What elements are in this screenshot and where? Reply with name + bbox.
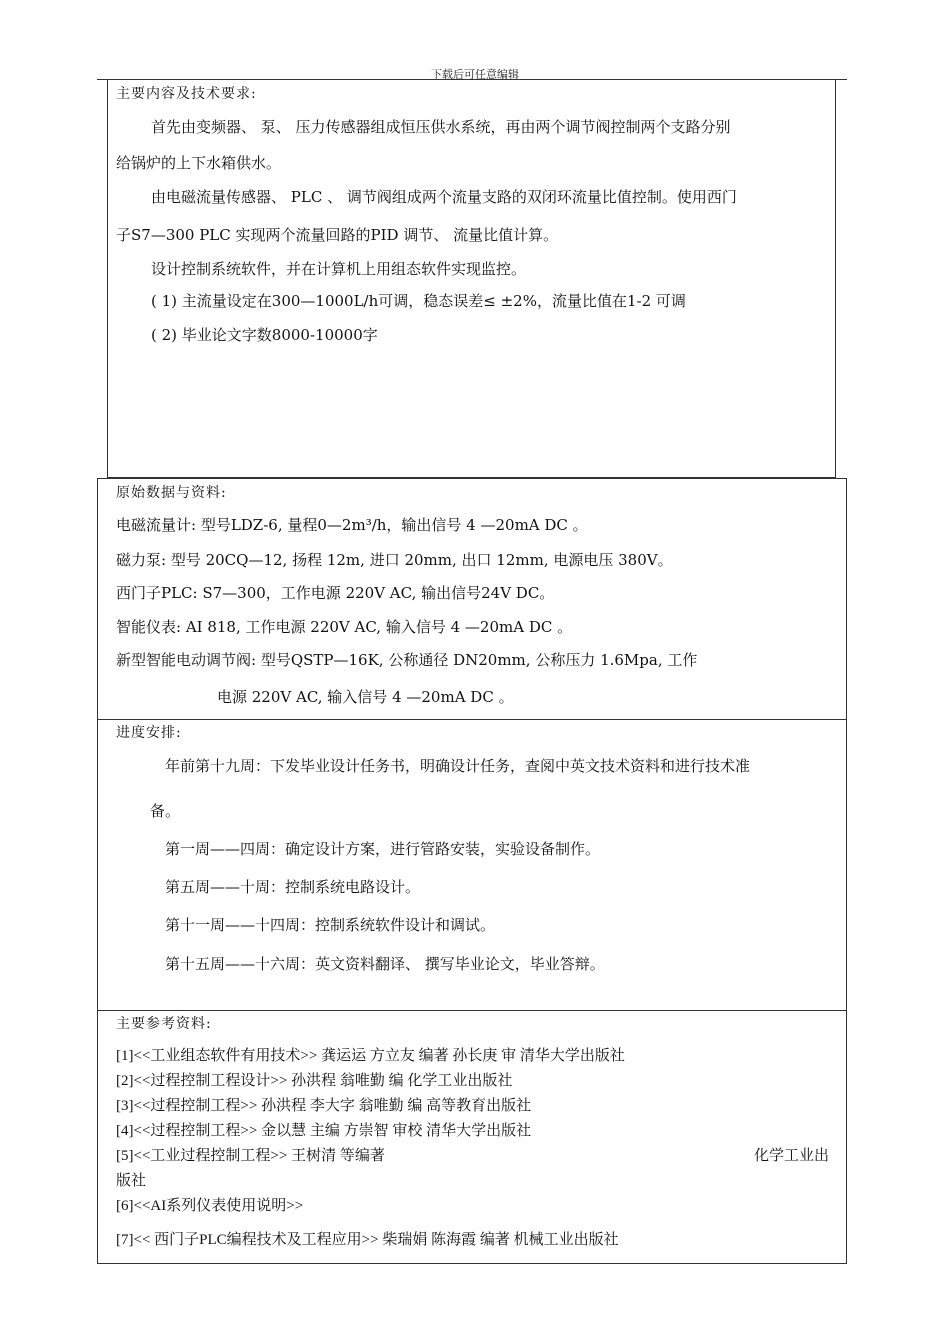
schedule-line-6: 第十五周——十六周：英文资料翻译、 撰写毕业论文，毕业答辩。 bbox=[165, 955, 605, 973]
header-note: 下载后可任意编辑 bbox=[431, 68, 519, 81]
schedule-line-3: 第一周——四周：确定设计方案，进行管路安装，实验设备制作。 bbox=[165, 840, 601, 858]
schedule-line-5: 第十一周——十四周：控制系统软件设计和调试。 bbox=[165, 916, 496, 934]
schedule-line-2: 备。 bbox=[150, 802, 181, 820]
raw-data-line-2: 磁力泵: 型号 20CQ—12, 扬程 12m, 进口 20mm, 出口 12mm, 电源电压 380V。 bbox=[116, 551, 673, 569]
raw-data-line-3: 西门子PLC: S7—300，工作电源 220V AC, 输出信号24V DC。 bbox=[116, 584, 555, 602]
reference-7: [7]<< 西门子PLC编程技术及工程应用>> 柴瑞娟 陈海霞 编著 机械工业出版社 bbox=[116, 1232, 619, 1248]
requirements-line-4: 子S7—300 PLC 实现两个流量回路的PID 调节、 流量比值计算。 bbox=[116, 226, 559, 244]
reference-5-publisher-cont: 版社 bbox=[116, 1173, 147, 1189]
requirements-line-5: 设计控制系统软件，并在计算机上用组态软件实现监控。 bbox=[151, 260, 527, 278]
reference-6: [6]<<AI系列仪表使用说明>> bbox=[116, 1198, 304, 1214]
raw-data-line-4: 智能仪表: AI 818, 工作电源 220V AC, 输入信号 4 —20mA DC 。 bbox=[116, 618, 573, 636]
references-title: 主要参考资料: bbox=[116, 1016, 212, 1032]
schedule-title: 进度安排: bbox=[116, 725, 182, 741]
reference-4: [4]<<过程控制工程>> 金以慧 主编 方崇智 审校 清华大学出版社 bbox=[116, 1123, 532, 1139]
requirements-line-2: 给锅炉的上下水箱供水。 bbox=[116, 154, 282, 172]
raw-data-line-6: 电源 220V AC, 输入信号 4 —20mA DC 。 bbox=[217, 688, 514, 706]
requirements-line-3: 由电磁流量传感器、 PLC 、 调节阀组成两个流量支路的双闭环流量比值控制。使用西门 bbox=[151, 188, 737, 206]
raw-data-line-1: 电磁流量计: 型号LDZ-6, 量程0—2m³/h，输出信号 4 —20mA DC 。 bbox=[116, 516, 588, 534]
raw-data-line-5: 新型智能电动调节阀: 型号QSTP—16K, 公称通径 DN20mm, 公称压力 1.6Mpa, 工作 bbox=[116, 651, 698, 669]
requirements-line-6: ( 1) 主流量设定在300—1000L/h可调，稳态误差≤ ±2%，流量比值在1-2 可调 bbox=[151, 292, 686, 310]
requirements-section bbox=[107, 80, 836, 478]
schedule-line-4: 第五周——十周：控制系统电路设计。 bbox=[165, 878, 421, 896]
requirements-line-7: ( 2) 毕业论文字数8000-10000字 bbox=[151, 326, 378, 344]
schedule-line-1: 年前第十九周：下发毕业设计任务书，明确设计任务，查阅中英文技术资料和进行技术准 bbox=[165, 757, 751, 775]
reference-3: [3]<<过程控制工程>> 孙洪程 李大字 翁唯勤 编 高等教育出版社 bbox=[116, 1098, 532, 1114]
requirements-title: 主要内容及技术要求: bbox=[116, 86, 257, 102]
reference-1: [1]<<工业组态软件有用技术>> 龚运运 方立友 编著 孙长庚 审 清华大学出版社 bbox=[116, 1048, 625, 1064]
reference-5: [5]<<工业过程控制工程>> 王树清 等编著 bbox=[116, 1148, 385, 1164]
reference-5-publisher: 化学工业出 bbox=[754, 1148, 830, 1164]
raw-data-title: 原始数据与资料: bbox=[116, 485, 227, 501]
reference-2: [2]<<过程控制工程设计>> 孙洪程 翁唯勤 编 化学工业出版社 bbox=[116, 1073, 513, 1089]
requirements-line-1: 首先由变频器、 泵、 压力传感器组成恒压供水系统，再由两个调节阀控制两个支路分别 bbox=[151, 118, 731, 136]
